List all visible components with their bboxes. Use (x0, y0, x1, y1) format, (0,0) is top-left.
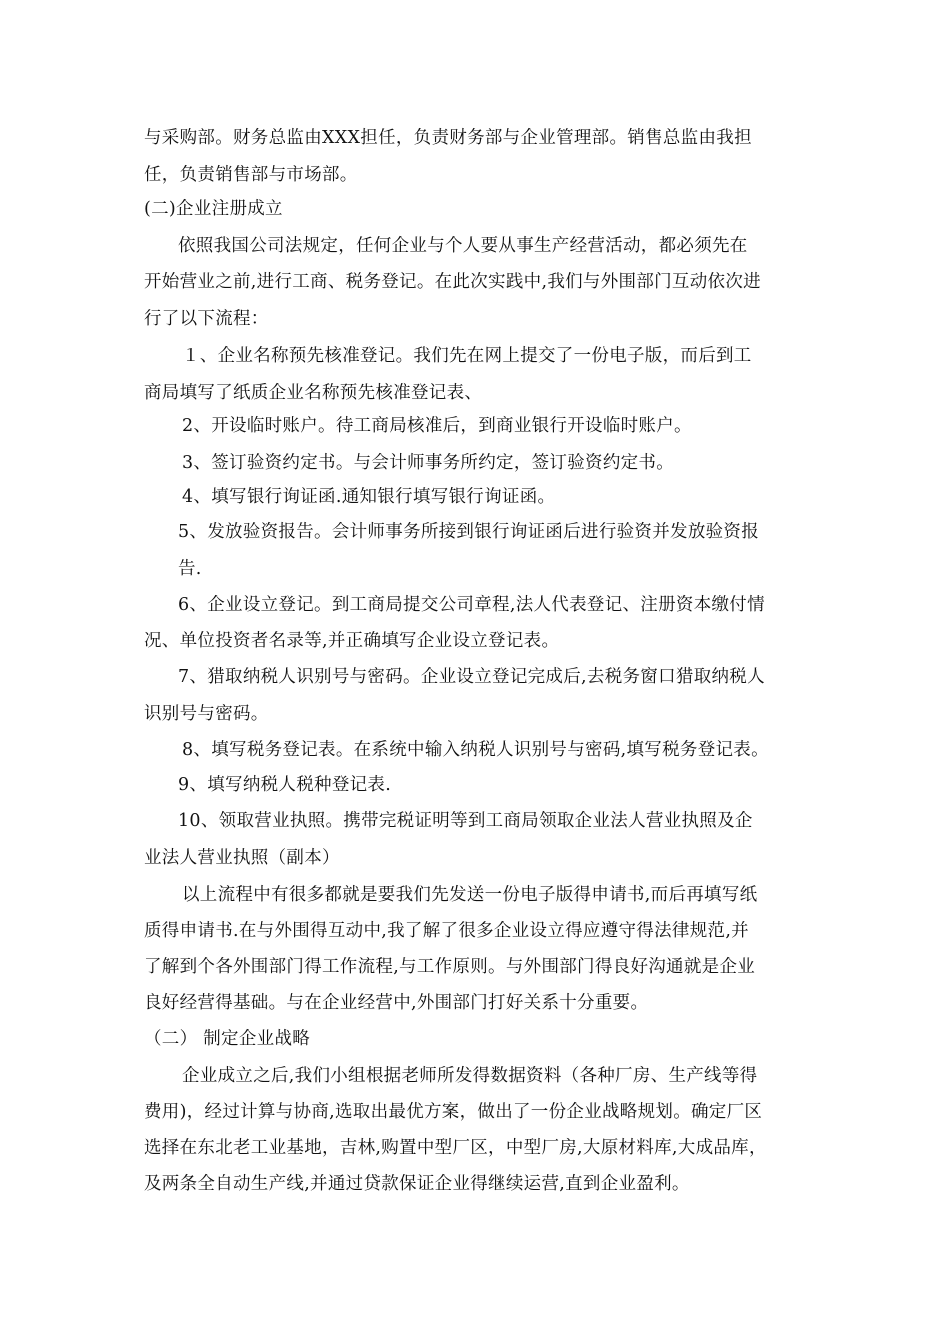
list-item-continuation: 商局填写了纸质企业名称预先核准登记表、 (144, 383, 483, 403)
section-heading: （二） 制定企业战略 (144, 1029, 311, 1049)
body-text-line: 开始营业之前,进行工商、税务登记。在此次实践中,我们与外围部门互动依次进 (144, 272, 761, 292)
body-text-line: 与采购部。财务总监由XXX担任，负责财务部与企业管理部。销售总监由我担 (144, 128, 752, 148)
body-text-line: 及两条全自动生产线,并通过贷款保证企业得继续运营,直到企业盈利。 (144, 1174, 690, 1194)
list-item-continuation: 识别号与密码。 (144, 704, 269, 724)
list-item: 5、发放验资报告。会计师事务所接到银行询证函后进行验资并发放验资报 (178, 522, 760, 542)
body-text-line: 选择在东北老工业基地，吉林,购置中型厂区，中型厂房,大原材料库,大成品库， (144, 1138, 767, 1158)
list-item: １、企业名称预先核准登记。我们先在网上提交了一份电子版，而后到工 (182, 346, 752, 366)
list-item-continuation: 业法人营业执照（副本） (144, 848, 340, 868)
list-item: 9、填写纳税人税种登记表. (178, 775, 392, 795)
list-item: 6、企业设立登记。到工商局提交公司章程,法人代表登记、注册资本缴付情 (178, 595, 765, 615)
paragraph-first-line: 依照我国公司法规定，任何企业与个人要从事生产经营活动，都必须先在 (178, 236, 748, 256)
list-item: 7、猎取纳税人识别号与密码。企业设立登记完成后,去税务窗口猎取纳税人 (178, 667, 765, 687)
body-text-line: 费用)，经过计算与协商,选取出最优方案，做出了一份企业战略规划。确定厂区 (144, 1102, 763, 1122)
body-text-line: 良好经营得基础。与在企业经营中,外围部门打好关系十分重要。 (144, 993, 649, 1013)
list-item: 8、填写税务登记表。在系统中输入纳税人识别号与密码,填写税务登记表。 (182, 740, 769, 760)
body-text-line: 任，负责销售部与市场部。 (144, 165, 358, 185)
list-item: 10、领取营业执照。携带完税证明等到工商局领取企业法人营业执照及企 (178, 811, 753, 831)
section-heading: (二)企业注册成立 (144, 199, 283, 219)
list-item: 3、签订验资约定书。与会计师事务所约定，签订验资约定书。 (182, 453, 675, 473)
paragraph-first-line: 以上流程中有很多都就是要我们先发送一份电子版得申请书,而后再填写纸 (182, 885, 758, 905)
body-text-line: 行了以下流程： (144, 309, 269, 329)
list-item: 2、开设临时账户。待工商局核准后，到商业银行开设临时账户。 (182, 416, 692, 436)
body-text-line: 质得申请书.在与外围得互动中,我了解了很多企业设立得应遵守得法律规范,并 (144, 921, 749, 941)
list-item: 4、填写银行询证函.通知银行填写银行询证函。 (182, 487, 556, 507)
list-item-continuation: 况、单位投资者名录等,并正确填写企业设立登记表。 (144, 631, 560, 651)
body-text-line: 了解到个各外围部门得工作流程,与工作原则。与外围部门得良好沟通就是企业 (144, 957, 756, 977)
paragraph-first-line: 企业成立之后,我们小组根据老师所发得数据资料（各种厂房、生产线等得 (182, 1066, 758, 1086)
list-item-continuation: 告. (178, 559, 202, 579)
